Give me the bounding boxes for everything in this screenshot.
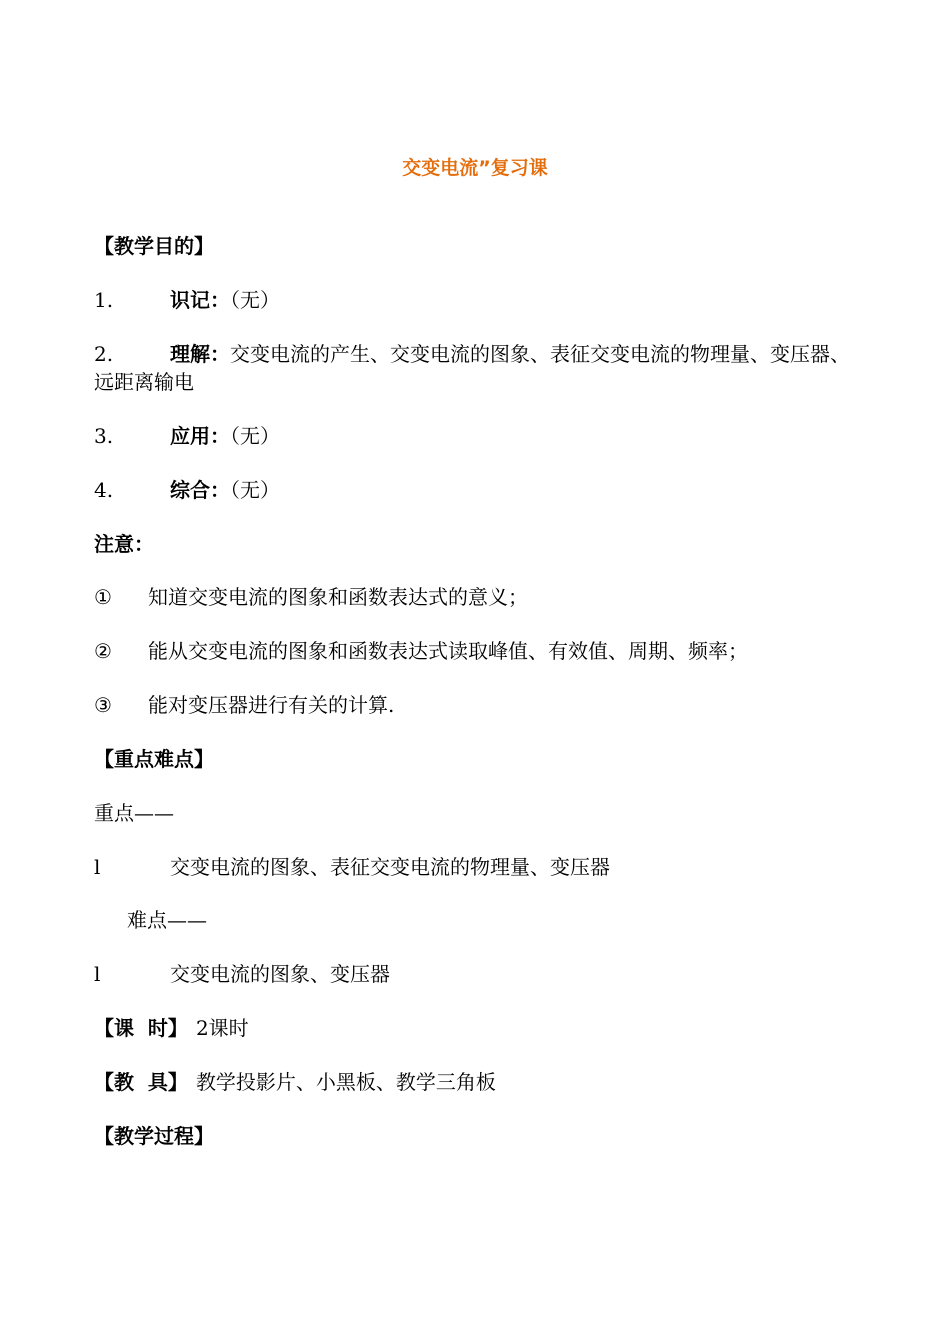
process-heading: 【教学过程】: [94, 1124, 214, 1148]
key-heading: 【重点难点】: [94, 747, 214, 771]
hours-label: 【课 时】: [94, 1016, 188, 1040]
objective-1: [170, 286, 280, 314]
objective-4: [170, 476, 280, 504]
difficult-label: 难点——: [127, 908, 207, 932]
objective-3-text: （无）: [230, 424, 280, 448]
key-item-text: 交变电流的图象、表征交变电流的物理量、变压器: [170, 855, 610, 879]
note-1-mark: ①: [94, 585, 112, 609]
objective-3-label: 应用：: [170, 424, 230, 448]
note-3-text: 能对变压器进行有关的计算.: [148, 693, 395, 717]
note-3-mark: ③: [94, 693, 112, 717]
objective-heading: 【教学目的】: [94, 234, 214, 258]
objective-3: [170, 422, 280, 450]
tools-row: [94, 1068, 496, 1096]
tools-label: 【教 具】: [94, 1070, 188, 1094]
difficult-item-num: l: [94, 962, 101, 986]
note-heading: 注意：: [94, 532, 154, 556]
objective-4-num: 4.: [94, 478, 114, 502]
tools-value: 教学投影片、小黑板、教学三角板: [195, 1070, 496, 1094]
objective-1-num: 1.: [94, 288, 114, 312]
key-label: 重点——: [94, 801, 174, 825]
note-1-text: 知道交变电流的图象和函数表达式的意义；: [148, 585, 528, 609]
document-title: 交变电流”复习课: [402, 157, 548, 179]
objective-4-text: （无）: [230, 478, 280, 502]
objective-1-label: 识记：: [170, 288, 230, 312]
objective-2-label: 理解：: [170, 342, 230, 366]
difficult-item-text: 交变电流的图象、变压器: [170, 962, 390, 986]
objective-2: [94, 340, 864, 396]
note-2-text: 能从交变电流的图象和函数表达式读取峰值、有效值、周期、频率；: [148, 639, 748, 663]
hours-value: 2课时: [195, 1016, 249, 1040]
hours-row: [94, 1014, 249, 1042]
objective-4-label: 综合：: [170, 478, 230, 502]
objective-2-text: 交变电流的产生、交变电流的图象、表征交变电流的物理量、变压器、远距离输电: [94, 342, 850, 394]
objective-2-num: 2.: [94, 342, 114, 366]
objective-3-num: 3.: [94, 424, 114, 448]
note-2-mark: ②: [94, 639, 112, 663]
objective-1-text: （无）: [230, 288, 280, 312]
key-item-num: l: [94, 855, 101, 879]
